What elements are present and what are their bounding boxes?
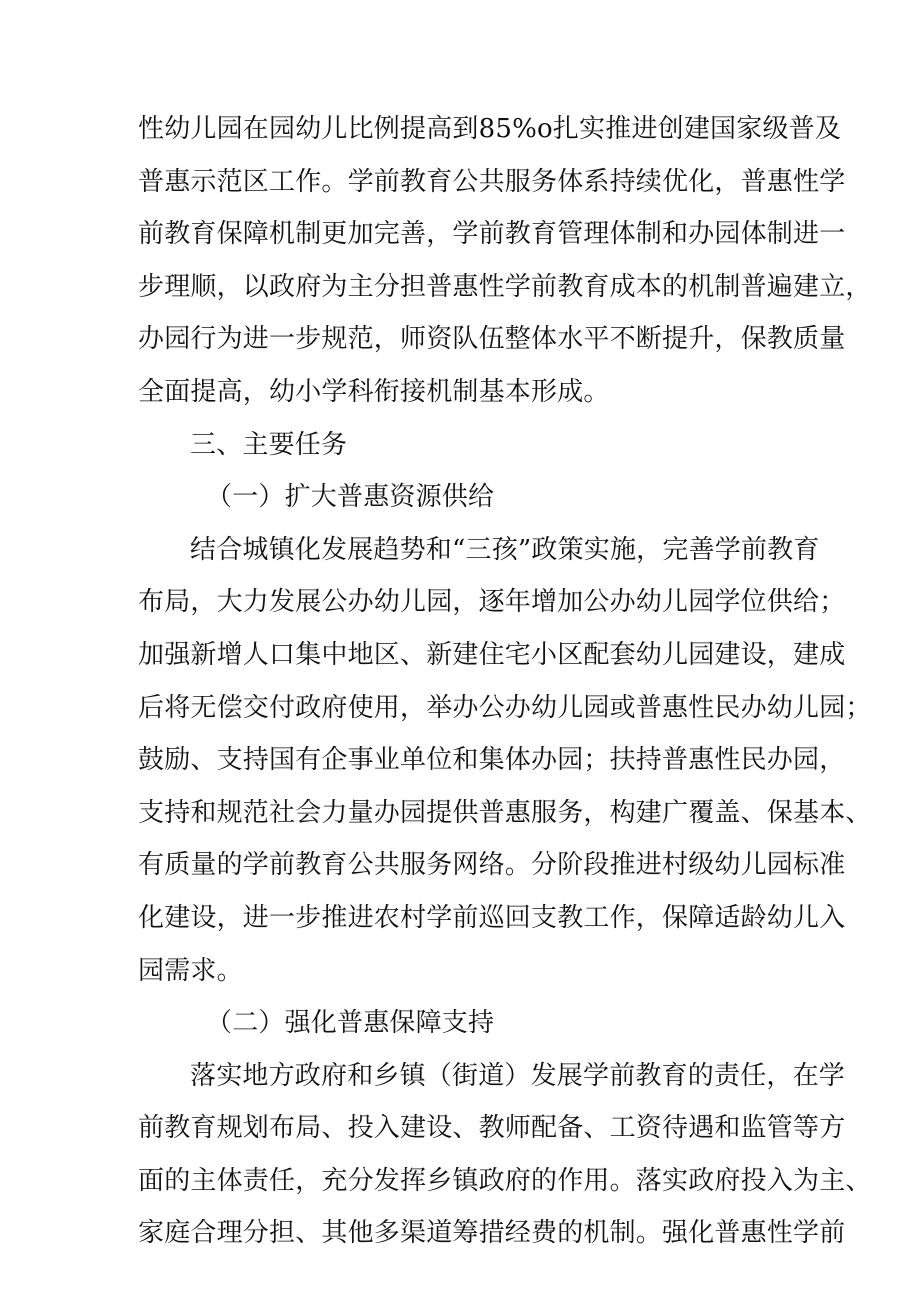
text-line: 步理顺，以政府为主分担普惠性学前教育成本的机制普遍建立， <box>138 271 872 302</box>
text-line: 园需求。 <box>138 955 243 986</box>
text-line: 性幼儿园在园幼儿比例提高到85%o扎实推进创建国家级普及 <box>138 114 842 144</box>
text-line: 化建设，进一步推进农村学前巡回支教工作，保障适龄幼儿入 <box>138 902 846 933</box>
text-line: 全面提高，幼小学科衔接机制基本形成。 <box>138 376 610 407</box>
text-line: 结合城镇化发展趋势和“三孩”政策实施，完善学前教育 <box>190 534 820 565</box>
text-line: 面的主体责任，充分发挥乡镇政府的作用。落实政府投入为主、 <box>138 1165 872 1196</box>
document-page <box>138 103 872 1260</box>
text-line: 加强新增人口集中地区、新建住宅小区配套幼儿园建设，建成 <box>138 639 846 670</box>
text-line: 有质量的学前教育公共服务网络。分阶段推进村级幼儿园标准 <box>138 850 846 881</box>
text-line: 支持和规范社会力量办园提供普惠服务，构建广覆盖、保基本、 <box>138 797 872 828</box>
subsection-heading: （一）扩大普惠资源供给 <box>206 482 495 513</box>
text-line: 普惠示范区工作。学前教育公共服务体系持续优化，普惠性学 <box>138 166 846 197</box>
text-line: 前教育保障机制更加完善，学前教育管理体制和办园体制进一 <box>138 219 846 250</box>
text-line: 布局，大力发展公办幼儿园，逐年增加公办幼儿园学位供给； <box>138 587 846 618</box>
text-line: 后将无偿交付政府使用，举办公办幼儿园或普惠性民办幼儿园； <box>138 692 872 723</box>
text-line: 鼓励、支持国有企事业单位和集体办园；扶持普惠性民办园， <box>138 745 846 776</box>
subsection-heading: （二）强化普惠保障支持 <box>206 1008 495 1039</box>
text-line: 落实地方政府和乡镇（街道）发展学前教育的责任，在学 <box>190 1060 846 1091</box>
text-line: 办园行为进一步规范，师资队伍整体水平不断提升，保教质量 <box>138 324 846 355</box>
section-heading: 三、主要任务 <box>190 429 348 460</box>
text-line: 前教育规划布局、投入建设、教师配备、工资待遇和监管等方 <box>138 1113 846 1144</box>
text-line: 家庭合理分担、其他多渠道筹措经费的机制。强化普惠性学前 <box>138 1218 846 1249</box>
